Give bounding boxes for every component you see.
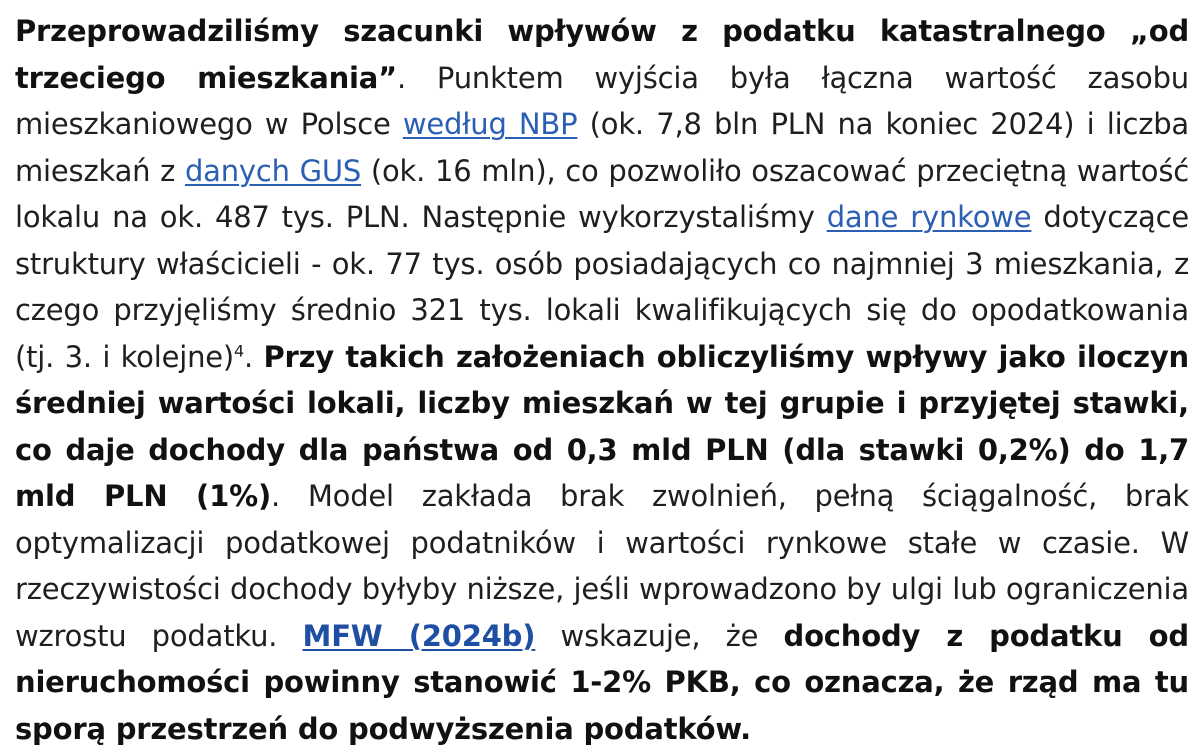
bold-lead-sentence: Przeprowadziliśmy szacunki wpływów z podatku katastralnego „od trzeciego mieszkania” xyxy=(15,14,1189,95)
footnote-marker: 4 xyxy=(234,340,244,360)
link-gus[interactable]: danych GUS xyxy=(184,153,362,188)
text-run: (ok. 7,8 bln PLN na koniec 2024) i liczba mieszkań z xyxy=(15,107,1189,188)
text-run: . Model zakłada brak zwolnień, pełną ściągalność, brak optymalizacji podatkowej podatników i wartości rynkowe stałe w czasie. W rzeczywistości dochody byłyby niższe, jeśli wprowadzono by ulgi lub ograniczenia wzrostu podatku. xyxy=(15,479,1189,653)
link-nbp[interactable]: według NBP xyxy=(402,107,578,141)
text-run: . xyxy=(244,339,264,374)
body-paragraph xyxy=(15,8,1189,752)
text-run: (ok. 16 mln), co pozwoliło oszacować przeciętną wartość lokalu na ok. 487 tys. PLN. Następnie wykorzystaliśmy xyxy=(15,153,1189,234)
text-run: dotyczące struktury właścicieli - ok. 77 tys. osób posiadających co najmniej 3 mieszkania, z czego przyjęliśmy średnio 321 tys. lokali kwalifikujących się do opodatkowania (tj. 3. i kolejne) xyxy=(15,200,1189,374)
text-run: . Punktem wyjścia była łączna wartość zasobu mieszkaniowego w Polsce xyxy=(15,60,1189,141)
text-run: wskazuje, że xyxy=(535,618,784,653)
link-mfw-2024b[interactable]: MFW (2024b) xyxy=(302,618,536,653)
bold-calculation-sentence: Przy takich założeniach obliczyliśmy wpływy jako iloczyn średniej wartości lokali, liczby mieszkań w tej grupie i przyjętej stawki, co daje dochody dla państwa od 0,3 mld PLN (dla stawki 0,2%) do 1,7 mld PLN (1%) xyxy=(15,339,1189,513)
bold-conclusion-sentence: dochody z podatku od nieruchomości powinny stanowić 1-2% PKB, co oznacza, że rząd ma tu sporą przestrzeń do podwyższenia podatków. xyxy=(15,618,1189,746)
link-market-data[interactable]: dane rynkowe xyxy=(826,200,1032,234)
